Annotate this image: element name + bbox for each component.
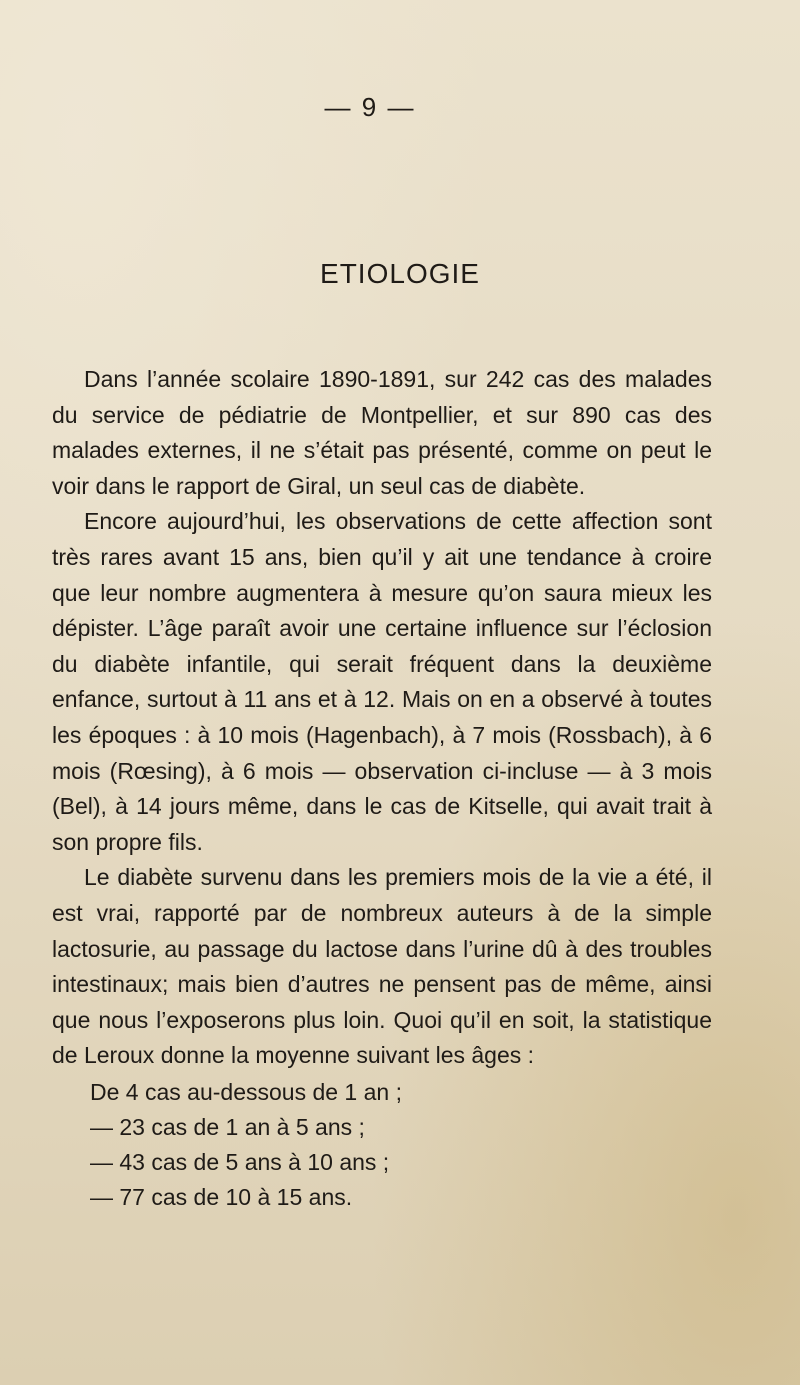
page-number: — 9 — [324,92,416,122]
section-heading: ETIOLOGIE [320,258,480,289]
paragraph: Le diabète survenu dans les premiers mois de la vie a été, il est vrai, rapporté par de nombreux auteurs à de la simple lactosurie, au passage du lactose dans l’urine dû à des troubles intestinaux; mais bien d’autres ne pensent pas de même, ainsi que nous l’exposerons plus loin. Quoi qu’il en soit, la statistique de Leroux donne la moyenne suivant les âges : [52,864,712,1069]
paragraph: Dans l’année scolaire 1890-1891, sur 242 cas des malades du service de pédiatrie de Montpellier, et sur 890 cas des malades externes, il ne s’était pas présenté, comme on peut le voir dans le rapport de Giral, un seul cas de diabète. [52,366,712,499]
body-text [52,362,712,1074]
list-item: De 4 cas au-dessous de 1 an ; [90,1079,402,1105]
paragraph: Encore aujourd’hui, les observations de cette affection sont très rares avant 15 ans, bien qu’il y ait une tendance à croire que leur nombre augmentera à mesure qu’on saura mieux les dépister. L’âge paraît avoir une certaine influence sur l’éclosion du diabète infantile, qui serait fréquent dans la deuxième enfance, surtout à 11 ans et à 12. Mais on en a observé à toutes les époques : à 10 mois (Hagenbach), à 7 mois (Rossbach), à 6 mois (Rœsing), à 6 mois — observation ci-incluse — à 3 mois (Bel), à 14 jours même, dans le cas de Kitselle, qui avait trait à son propre fils. [52,508,712,855]
list-item: — 23 cas de 1 an à 5 ans ; [90,1114,365,1140]
list-item: — 43 cas de 5 ans à 10 ans ; [90,1149,390,1175]
list-item: — 77 cas de 10 à 15 ans. [90,1184,353,1210]
age-statistics-list [90,1075,730,1215]
